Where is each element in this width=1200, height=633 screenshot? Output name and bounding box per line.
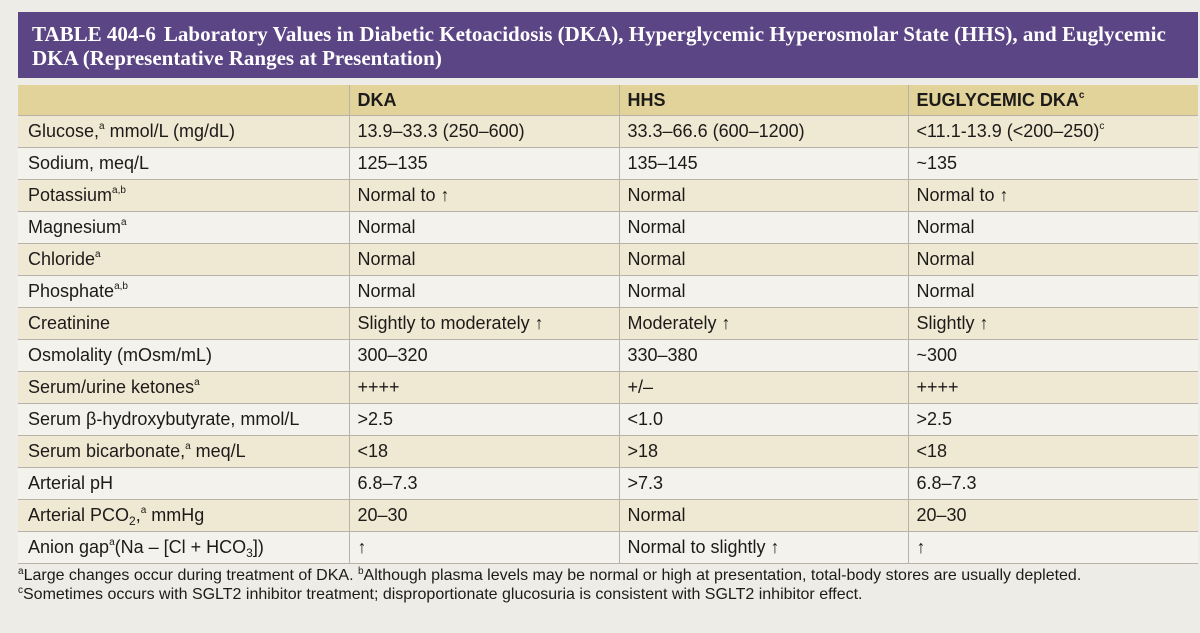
- row-label-note: a: [140, 505, 147, 516]
- table-row: [18, 340, 1198, 372]
- dka-value-cell: 13.9–33.3 (250–600): [349, 116, 619, 148]
- footnote-text: Although plasma levels may be normal or high at presentation, total-body stores are usually depleted.: [363, 567, 1082, 584]
- dka-value-cell: 6.8–7.3: [349, 468, 619, 500]
- row-label-subscript: 3: [246, 546, 253, 560]
- euglycemic-value: Normal: [916, 217, 975, 237]
- table-row: [18, 148, 1198, 180]
- table-row: [18, 212, 1198, 244]
- euglycemic-value-cell: [908, 404, 1198, 436]
- row-label-punct: ,: [135, 505, 141, 525]
- row-label-note: a: [185, 441, 191, 452]
- footnote-line-1: [18, 566, 1198, 585]
- table-body: [18, 116, 1198, 564]
- table-row: [18, 500, 1198, 532]
- euglycemic-value-cell: [908, 276, 1198, 308]
- dka-value-cell: 125–135: [349, 148, 619, 180]
- row-label-note: a: [109, 537, 115, 548]
- euglycemic-value-cell: [908, 180, 1198, 212]
- table-row: [18, 180, 1198, 212]
- row-label: Arterial pH: [28, 473, 114, 493]
- row-label: Serum β-hydroxybutyrate, mmol/L: [28, 409, 300, 429]
- header-euglycemic-note: c: [1078, 89, 1085, 101]
- row-label-unit: mmHg: [146, 505, 205, 525]
- euglycemic-value-cell: [908, 116, 1198, 148]
- table-row: [18, 372, 1198, 404]
- table-number: TABLE 404-6: [32, 22, 156, 46]
- hhs-value-cell: Normal: [619, 244, 908, 276]
- footnote-mark: a: [18, 566, 24, 577]
- footnote-text: Sometimes occurs with SGLT2 inhibitor treatment; disproportionate glucosuria is consistent with SGLT2 inhibitor effect.: [23, 586, 863, 603]
- dka-value-cell: Normal: [349, 276, 619, 308]
- euglycemic-value: Normal: [916, 249, 975, 269]
- row-label-unit: meq/L: [190, 441, 246, 461]
- hhs-value-cell: 330–380: [619, 340, 908, 372]
- euglycemic-value: 20–30: [916, 505, 967, 525]
- row-label: Magnesium: [28, 217, 122, 237]
- table-row: [18, 404, 1198, 436]
- row-label-note: a: [121, 217, 127, 228]
- euglycemic-value-cell: [908, 532, 1198, 564]
- dka-value-cell: ↑: [349, 532, 619, 564]
- euglycemic-value: <11.1-13.9 (<200–250): [916, 121, 1100, 141]
- row-label-cell: [18, 212, 349, 244]
- euglycemic-value: Normal to ↑: [916, 185, 1009, 205]
- hhs-value-cell: >18: [619, 436, 908, 468]
- row-label: Anion gap: [28, 537, 110, 557]
- dka-value-cell: <18: [349, 436, 619, 468]
- row-label-cell: [18, 244, 349, 276]
- euglycemic-value-cell: [908, 212, 1198, 244]
- row-label: Arterial PCO: [28, 505, 130, 525]
- table-title: [18, 12, 1198, 78]
- hhs-value-cell: Moderately ↑: [619, 308, 908, 340]
- table-row: [18, 468, 1198, 500]
- hhs-value-cell: 33.3–66.6 (600–1200): [619, 116, 908, 148]
- euglycemic-value-cell: [908, 340, 1198, 372]
- table-row: [18, 276, 1198, 308]
- euglycemic-value-cell: [908, 500, 1198, 532]
- row-label-cell: [18, 436, 349, 468]
- row-label: Glucose,: [28, 121, 100, 141]
- lab-values-table: [18, 85, 1198, 564]
- footnote-mark: c: [18, 585, 23, 596]
- row-label: Serum/urine ketones: [28, 377, 195, 397]
- row-label-note: a,b: [114, 281, 128, 292]
- dka-value-cell: 20–30: [349, 500, 619, 532]
- euglycemic-value-cell: [908, 468, 1198, 500]
- dka-value-cell: ++++: [349, 372, 619, 404]
- euglycemic-value-cell: [908, 372, 1198, 404]
- euglycemic-value-cell: [908, 244, 1198, 276]
- euglycemic-value: Slightly ↑: [916, 313, 989, 333]
- row-label-cell: [18, 404, 349, 436]
- dka-value-cell: Normal: [349, 212, 619, 244]
- footnote-text: Large changes occur during treatment of DKA.: [23, 567, 358, 584]
- euglycemic-value: Normal: [916, 281, 975, 301]
- row-label-cell: [18, 180, 349, 212]
- footnotes: [18, 566, 1198, 604]
- euglycemic-value-cell: [908, 436, 1198, 468]
- dka-value-cell: Normal to ↑: [349, 180, 619, 212]
- row-label-cell: [18, 532, 349, 564]
- header-euglycemic-label: EUGLYCEMIC DKA: [916, 89, 1079, 110]
- header-blank: [18, 85, 349, 116]
- dka-value-cell: Slightly to moderately ↑: [349, 308, 619, 340]
- euglycemic-value: ~135: [916, 153, 958, 173]
- euglycemic-value: >2.5: [916, 409, 953, 429]
- row-label: Sodium, meq/L: [28, 153, 150, 173]
- row-label: Serum bicarbonate,: [28, 441, 186, 461]
- euglycemic-value-cell: [908, 308, 1198, 340]
- header-hhs: HHS: [619, 85, 908, 116]
- dka-value-cell: >2.5: [349, 404, 619, 436]
- row-label-unit: (Na – [Cl + HCO: [114, 537, 247, 557]
- euglycemic-value: ↑: [916, 537, 926, 557]
- hhs-value-cell: 135–145: [619, 148, 908, 180]
- euglycemic-value: 6.8–7.3: [916, 473, 977, 493]
- row-label: Creatinine: [28, 313, 111, 333]
- table-row: [18, 116, 1198, 148]
- row-label: Potassium: [28, 185, 113, 205]
- euglycemic-value-note: c: [1099, 121, 1105, 132]
- row-label: Osmolality (mOsm/mL): [28, 345, 212, 365]
- row-label-cell: [18, 372, 349, 404]
- hhs-value-cell: >7.3: [619, 468, 908, 500]
- row-label-cell: [18, 468, 349, 500]
- hhs-value-cell: Normal: [619, 180, 908, 212]
- row-label: Phosphate: [28, 281, 115, 301]
- dka-value-cell: 300–320: [349, 340, 619, 372]
- row-label-unit: mmol/L (mg/dL): [104, 121, 235, 141]
- table-row: [18, 308, 1198, 340]
- header-row: [18, 85, 1198, 116]
- table-row: [18, 244, 1198, 276]
- row-label-cell: [18, 500, 349, 532]
- row-label-cell: [18, 308, 349, 340]
- euglycemic-value: ~300: [916, 345, 958, 365]
- row-label-cell: [18, 340, 349, 372]
- hhs-value-cell: Normal: [619, 500, 908, 532]
- euglycemic-value-cell: [908, 148, 1198, 180]
- header-dka: DKA: [349, 85, 619, 116]
- table-row: [18, 532, 1198, 564]
- row-label-note: a,b: [112, 185, 126, 196]
- dka-value-cell: Normal: [349, 244, 619, 276]
- row-label-note: a: [194, 377, 200, 388]
- row-label-cell: [18, 276, 349, 308]
- hhs-value-cell: Normal: [619, 212, 908, 244]
- row-label-note: a: [99, 121, 105, 132]
- hhs-value-cell: +/–: [619, 372, 908, 404]
- euglycemic-value: ++++: [916, 377, 959, 397]
- row-label-subscript: 2: [129, 514, 136, 528]
- table-title-text: Laboratory Values in Diabetic Ketoacidosis (DKA), Hyperglycemic Hyperosmolar State (HHS), and Euglycemic DKA (Representative Ranges at Presentation): [32, 22, 1166, 70]
- table-row: [18, 436, 1198, 468]
- header-euglycemic-dka: [908, 85, 1198, 116]
- row-label-unit: ]): [252, 537, 264, 557]
- row-label: Chloride: [28, 249, 96, 269]
- row-label-note: a: [95, 249, 101, 260]
- hhs-value-cell: <1.0: [619, 404, 908, 436]
- row-label-cell: [18, 148, 349, 180]
- row-label-cell: [18, 116, 349, 148]
- euglycemic-value: <18: [916, 441, 948, 461]
- footnote-mark: b: [357, 566, 364, 577]
- footnote-line-2: [18, 585, 1198, 604]
- hhs-value-cell: Normal: [619, 276, 908, 308]
- hhs-value-cell: Normal to slightly ↑: [619, 532, 908, 564]
